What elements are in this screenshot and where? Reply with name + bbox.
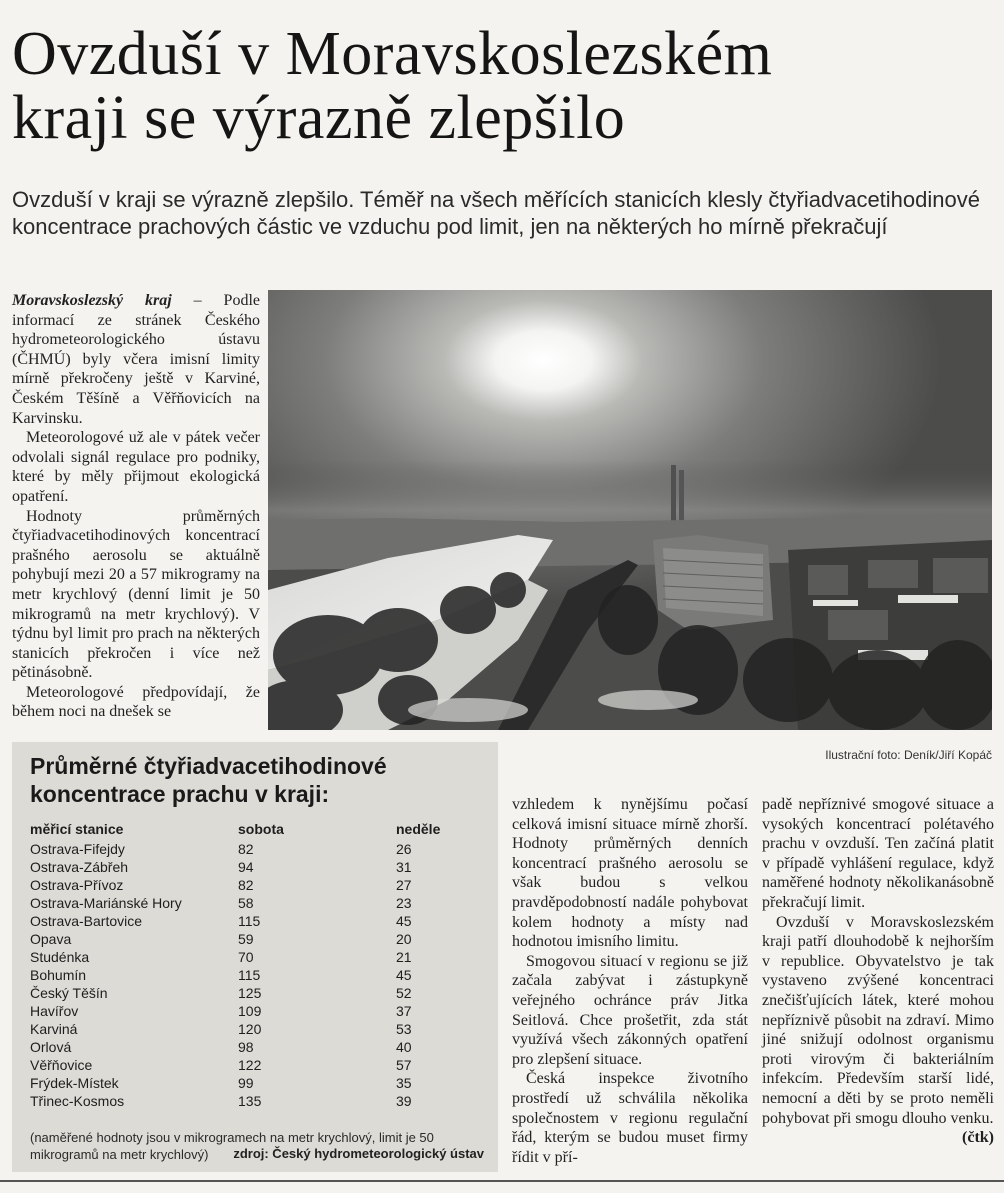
saturday-value: 120 <box>238 1021 262 1037</box>
station-name: Orlová <box>30 1039 72 1055</box>
table-title: Průměrné čtyřiadvacetihodinové koncentrace prachu v kraji: <box>30 753 387 807</box>
table-row <box>30 1002 480 1020</box>
article-photo <box>268 290 992 730</box>
photo-credit: Ilustrační foto: Deník/Jiří Kopáč <box>825 748 992 762</box>
sunday-value: 57 <box>396 1057 412 1073</box>
sunday-value: 45 <box>396 913 412 929</box>
station-name: Ostrava-Bartovice <box>30 913 143 929</box>
table-row <box>30 1020 480 1038</box>
article-paragraph-1 <box>12 291 260 428</box>
station-name: Karviná <box>30 1021 78 1037</box>
sunday-value: 45 <box>396 967 412 983</box>
table-row <box>30 1074 480 1092</box>
table-row <box>30 1038 480 1056</box>
saturday-value: 109 <box>238 1003 262 1019</box>
saturday-value: 70 <box>238 949 254 965</box>
saturday-value: 98 <box>238 1039 254 1055</box>
agency-signature: (čtk) <box>962 1129 994 1147</box>
headline-line-2: kraji se výrazně zlepšilo <box>12 84 626 152</box>
article-paragraph-5: vzhledem k nynějšímu počasí celková imisní situace mírně zhorší. Hodnoty průměrných denních koncentrací prašného aerosolu se však budou s velkou pravděpodobností nadále pohybovat kolem hodnoty a místy nad hodnotou imisního limitu. <box>512 796 748 951</box>
saturday-value: 82 <box>238 877 254 893</box>
sunday-value: 39 <box>396 1093 412 1109</box>
table-row <box>30 948 480 966</box>
saturday-value: 59 <box>238 931 254 947</box>
station-name: Třinec-Kosmos <box>30 1093 125 1109</box>
saturday-value: 135 <box>238 1093 262 1109</box>
sunday-value: 27 <box>396 877 412 893</box>
article-paragraph-4: Meteorologové předpovídají, že během noci na dnešek se <box>12 683 260 721</box>
sunday-value: 26 <box>396 841 412 857</box>
saturday-value: 122 <box>238 1057 262 1073</box>
sunday-value: 23 <box>396 895 412 911</box>
saturday-value: 115 <box>238 913 261 929</box>
article-column-3 <box>512 795 748 1167</box>
sunday-value: 37 <box>396 1003 412 1019</box>
article-column-4 <box>762 795 994 1148</box>
table-row <box>30 984 480 1002</box>
station-name: Studénka <box>30 949 90 965</box>
dateline-dash: – <box>171 292 224 309</box>
article-paragraph-7: Česká inspekce životního prostředí už schválila několika společnostem v regionu regulační řád, kterým se budou muset firmy řídit v pří- <box>512 1070 748 1166</box>
article-paragraph-2: Meteorologové už ale v pátek večer odvolali signál regulace pro podniky, které by měly přijmout ekologická opatření. <box>12 429 260 505</box>
article-paragraph-1-text: Podle informací ze stránek Českého hydrometeorologického ústavu (ČHMÚ) byly včera imisní limity mírně překročeny ještě v Karviné, Českém Těšíně a Věřňovicích na Karvinsku. <box>12 292 260 427</box>
table-note: (naměřené hodnoty jsou v mikrogramech na metr krychlový, limit je 50 mikrogramů na metr krychlový) <box>30 1130 434 1162</box>
table-row <box>30 930 480 948</box>
sunday-value: 20 <box>396 931 412 947</box>
table-row <box>30 912 480 930</box>
table-row <box>30 840 480 858</box>
sunday-value: 31 <box>396 859 412 875</box>
article-paragraph-8: padě nepříznivé smogové situace a vysokých koncentrací polétavého prachu v ovzduší. Ten začíná platit v případě vyhlášení regulace, když naměřené hodnoty několikanásobně překračují limit. <box>762 796 994 911</box>
station-name: Věřňovice <box>30 1057 93 1073</box>
table-header-row <box>30 820 480 840</box>
station-name: Ostrava-Fifejdy <box>30 841 125 857</box>
station-name: Opava <box>30 931 72 947</box>
saturday-value: 94 <box>238 859 254 875</box>
station-name: Havířov <box>30 1003 79 1019</box>
table-row <box>30 876 480 894</box>
table-row <box>30 1092 480 1110</box>
lead-paragraph: Ovzduší v kraji se výrazně zlepšilo. Téměř na všech měřících stanicích klesly čtyřiadvacetihodinové koncentrace prachových částic ve vzduchu pod limit, jen na některých ho mírně překračují <box>12 187 980 239</box>
bottom-rule <box>0 1180 1004 1182</box>
dust-concentration-table <box>30 820 480 1110</box>
station-name: Český Těšín <box>30 985 108 1001</box>
dateline: Moravskoslezský kraj <box>12 292 172 309</box>
table-row <box>30 966 480 984</box>
table-source: zdroj: Český hydrometeorologický ústav <box>233 1146 484 1161</box>
header-station: měřicí stanice <box>30 821 124 837</box>
headline-line-1: Ovzduší v Moravskoslezském <box>12 20 773 88</box>
station-name: Frýdek-Místek <box>30 1075 119 1091</box>
station-name: Ostrava-Mariánské Hory <box>30 895 182 911</box>
sunday-value: 35 <box>396 1075 412 1091</box>
table-row <box>30 858 480 876</box>
saturday-value: 125 <box>238 985 262 1001</box>
smog-city-photo <box>268 290 992 730</box>
headline <box>12 22 997 150</box>
sunday-value: 21 <box>396 949 412 965</box>
table-row <box>30 894 480 912</box>
sunday-value: 40 <box>396 1039 412 1055</box>
article-paragraph-9: Ovzduší v Moravskoslezském kraji patří dlouhodobě k nejhorším v republice. Obyvatelstvo je tak vystaveno zvýšené koncentraci znečišťujících látek, které mohou nepříznivě působit na zdraví. Mimo jiné snižují odolnost organismu proti virovým či bakteriálním infekcím. Především starší lidé, nemocní a děti by se proto neměli pohybovat při smogu dlouho venku. <box>762 913 994 1127</box>
article-paragraph-3: Hodnoty průměrných čtyřiadvacetihodinových koncentrací prašného aerosolu se aktuálně pohybují mezi 20 a 57 mikrogramy na metr krychlový (denní limit je 50 mikrogramů na metr krychlový). V týdnu byl limit pro prach na některých stanicích překročen i více než pětinásobně. <box>12 507 260 682</box>
article-column-1 <box>12 291 260 722</box>
article-paragraph-6: Smogovou situací v regionu se již začala zabývat i zástupkyně veřejného ochránce práv Jitka Seitlová. Chce prošetřit, zda stát využívá všech zákonných opatření pro zlepšení situace. <box>512 952 748 1068</box>
saturday-value: 99 <box>238 1075 254 1091</box>
table-row <box>30 1056 480 1074</box>
saturday-value: 82 <box>238 841 254 857</box>
header-saturday: sobota <box>238 821 284 837</box>
sunday-value: 52 <box>396 985 412 1001</box>
sunday-value: 53 <box>396 1021 412 1037</box>
station-name: Ostrava-Přívoz <box>30 877 124 893</box>
station-name: Bohumín <box>30 967 87 983</box>
saturday-value: 115 <box>238 967 261 983</box>
station-name: Ostrava-Zábřeh <box>30 859 129 875</box>
saturday-value: 58 <box>238 895 254 911</box>
header-sunday: neděle <box>396 821 441 837</box>
dust-concentration-table-box <box>12 742 498 1172</box>
